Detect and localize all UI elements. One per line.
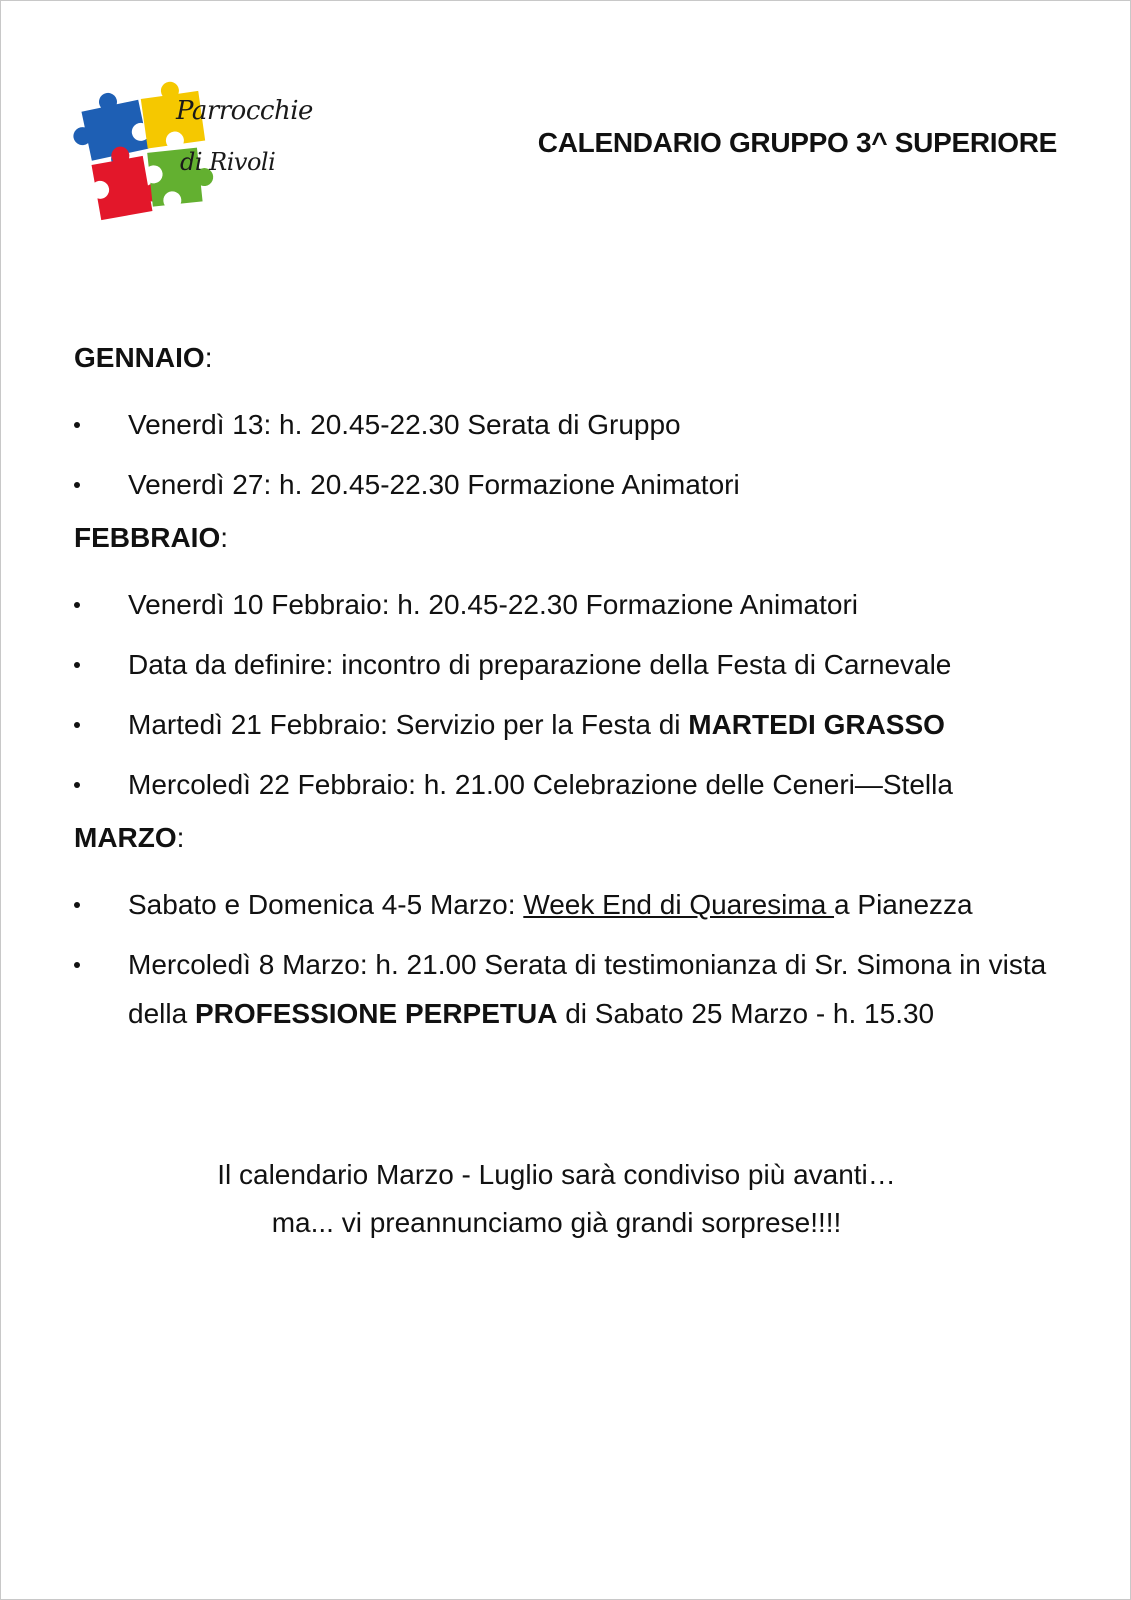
bullet-icon: [74, 662, 80, 668]
document-title: CALENDARIO GRUPPO 3^ SUPERIORE: [537, 127, 1057, 158]
month-suffix: :: [220, 522, 229, 553]
month-heading-gennaio: [74, 340, 1054, 376]
event-item: [74, 760, 1054, 809]
event-item: [74, 400, 1054, 449]
event-text: Sabato e Domenica 4-5 Marzo:: [128, 889, 524, 920]
logo-text-parrocchie: Parrocchie: [176, 96, 313, 126]
bullet-icon: [74, 602, 80, 608]
bullet-icon: [74, 422, 80, 428]
event-bold-text: PROFESSIONE PERPETUA: [194, 998, 558, 1029]
event-text: Venerdì 13: h. 20.45-22.30 Serata di Gruppo: [128, 409, 681, 440]
event-text: Mercoledì 22 Febbraio: h. 21.00 Celebrazione delle Ceneri—Stella: [128, 769, 953, 800]
event-text-after: a Pianezza: [834, 889, 973, 920]
calendar-content: [74, 340, 1054, 1049]
month-name: MARZO: [74, 822, 177, 853]
event-item: [74, 580, 1054, 629]
event-item: [74, 700, 1054, 749]
event-item: [74, 640, 1054, 689]
footer-line-2: ma... vi preannunciamo già grandi sorprese!!!!: [271, 1207, 842, 1238]
footer-line-1: Il calendario Marzo - Luglio sarà condiviso più avanti…: [217, 1159, 896, 1190]
bullet-icon: [74, 902, 80, 908]
bullet-icon: [74, 782, 80, 788]
month-name: GENNAIO: [74, 342, 205, 373]
parrocchie-logo: [66, 70, 316, 235]
event-list-gennaio: [74, 400, 1054, 509]
event-text: Data da definire: incontro di preparazione della Festa di Carnevale: [128, 649, 952, 680]
event-list-marzo: [74, 880, 1054, 1038]
event-item: [74, 880, 1054, 929]
month-heading-febbraio: [74, 520, 1054, 556]
bullet-icon: [74, 722, 80, 728]
logo-text-di-rivoli: di Rivoli: [180, 148, 276, 176]
month-heading-marzo: [74, 820, 1054, 856]
event-item: [74, 460, 1054, 509]
month-suffix: :: [204, 342, 213, 373]
event-text-after: di Sabato 25 Marzo - h. 15.30: [557, 998, 935, 1029]
bullet-icon: [74, 482, 80, 488]
bullet-icon: [74, 962, 80, 968]
month-name: FEBBRAIO: [74, 522, 221, 553]
event-list-febbraio: [74, 580, 1054, 809]
event-bold-text: MARTEDI GRASSO: [688, 709, 945, 740]
event-underlined-text: Week End di Quaresima: [523, 889, 835, 920]
month-suffix: :: [176, 822, 185, 853]
event-text: Mercoledì 8 Marzo: h. 21.00 Serata di testimonianza di Sr. Simona in vista della: [128, 949, 1047, 1029]
event-item: [74, 940, 1054, 1038]
event-text: Venerdì 10 Febbraio: h. 20.45-22.30 Formazione Animatori: [128, 589, 858, 620]
footer-note: [0, 1151, 1131, 1247]
event-text: Martedì 21 Febbraio: Servizio per la Festa di: [128, 709, 689, 740]
event-text: Venerdì 27: h. 20.45-22.30 Formazione Animatori: [128, 469, 740, 500]
